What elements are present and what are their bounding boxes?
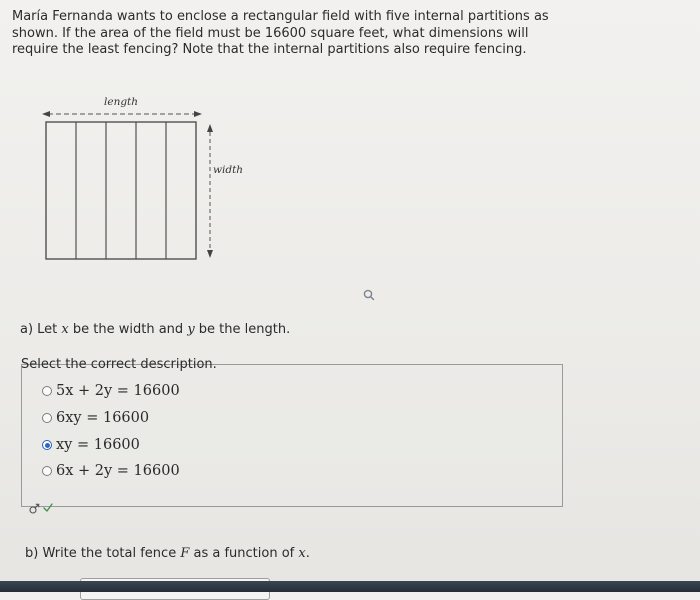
width-arrow — [207, 124, 213, 258]
var-x-b: x — [298, 546, 306, 561]
radio-selected-icon[interactable] — [42, 440, 52, 450]
option-4[interactable] — [42, 462, 180, 480]
field-rectangle — [46, 122, 196, 259]
field-diagram-svg — [40, 92, 260, 267]
part-b-text: b) Write the total fence — [25, 546, 181, 561]
part-b-text-mid: as a function of — [189, 546, 299, 561]
length-arrow — [42, 111, 202, 117]
part-a-text-mid: be the width and — [68, 322, 188, 337]
feedback-icons — [28, 500, 68, 516]
length-label: length — [104, 96, 139, 108]
radio-icon[interactable] — [42, 413, 52, 423]
field-diagram — [40, 92, 260, 267]
part-a-text-end: be the length. — [194, 322, 291, 337]
part-b-text-end: . — [305, 546, 310, 561]
option-1[interactable] — [42, 382, 180, 400]
var-y: y — [187, 322, 195, 337]
radio-icon[interactable] — [42, 386, 52, 396]
check-icon — [44, 504, 52, 511]
part-a-text: a) Let — [20, 322, 62, 337]
bottom-bar — [0, 581, 700, 592]
option-1-label: 5x + 2y = 16600 — [56, 383, 180, 399]
gender-icon — [30, 504, 39, 513]
option-3[interactable] — [42, 436, 140, 454]
option-3-label: xy = 16600 — [56, 437, 140, 453]
radio-icon[interactable] — [42, 466, 52, 476]
select-title: Select the correct description. — [21, 357, 217, 372]
problem-statement: María Fernanda wants to enclose a rectangular field with five internal partitions as shown. If the area of the field must be 16600 square feet, what dimensions will require the least fencing? Note that the internal partitions also require fencing. — [12, 9, 549, 57]
part-b-prompt — [25, 546, 310, 561]
search-icon[interactable] — [362, 288, 376, 302]
option-2[interactable] — [42, 409, 149, 427]
var-F: F — [180, 546, 190, 561]
option-4-label: 6x + 2y = 16600 — [56, 463, 180, 479]
part-a-prompt — [20, 322, 290, 337]
var-x: x — [61, 322, 69, 337]
width-label: width — [213, 164, 244, 176]
option-2-label: 6xy = 16600 — [56, 410, 150, 426]
